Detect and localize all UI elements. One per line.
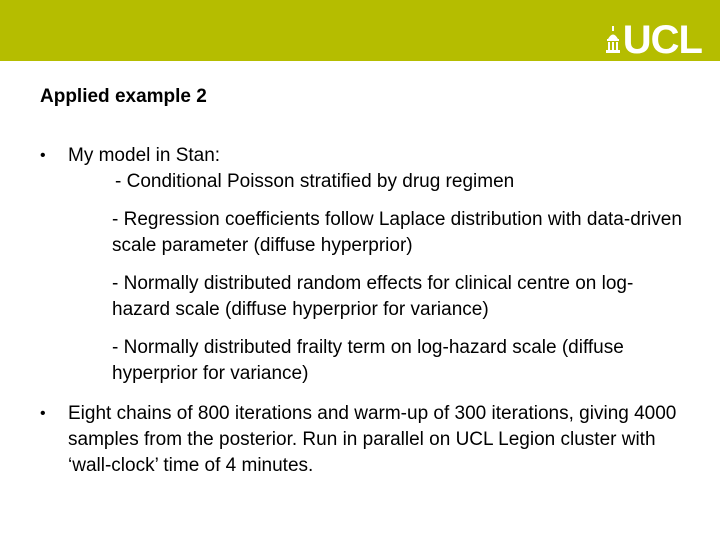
slide-title: Applied example 2 [40,86,207,107]
sub-item: - Normally distributed random effects for clinical centre on log-hazard scale (diffuse hyperprior for variance) [112,273,634,320]
bullet-item [40,401,690,479]
slide-content [40,143,690,479]
bullet-marker: • [40,147,46,164]
header-banner [0,0,720,61]
ucl-logo [605,18,702,62]
bullet-item [40,143,690,195]
sub-item: - Normally distributed frailty term on log-hazard scale (diffuse hyperprior for variance) [112,337,624,384]
bullet-body [68,143,690,195]
bullet-text: Eight chains of 800 iterations and warm-up of 300 iterations, giving 4000 samples from the posterior. Run in parallel on UCL Legion cluster with ‘wall-clock’ time of 4 minutes. [68,403,677,476]
bullet-marker: • [40,405,46,422]
portico-dome-icon [605,26,621,54]
sub-item: - Regression coefficients follow Laplace distribution with data-driven scale parameter (diffuse hyperprior) [112,209,682,256]
sub-item: - Conditional Poisson stratified by drug regimen [115,171,515,192]
ucl-logo-text: UCL [622,18,702,62]
bullet-text: My model in Stan: [68,145,221,166]
